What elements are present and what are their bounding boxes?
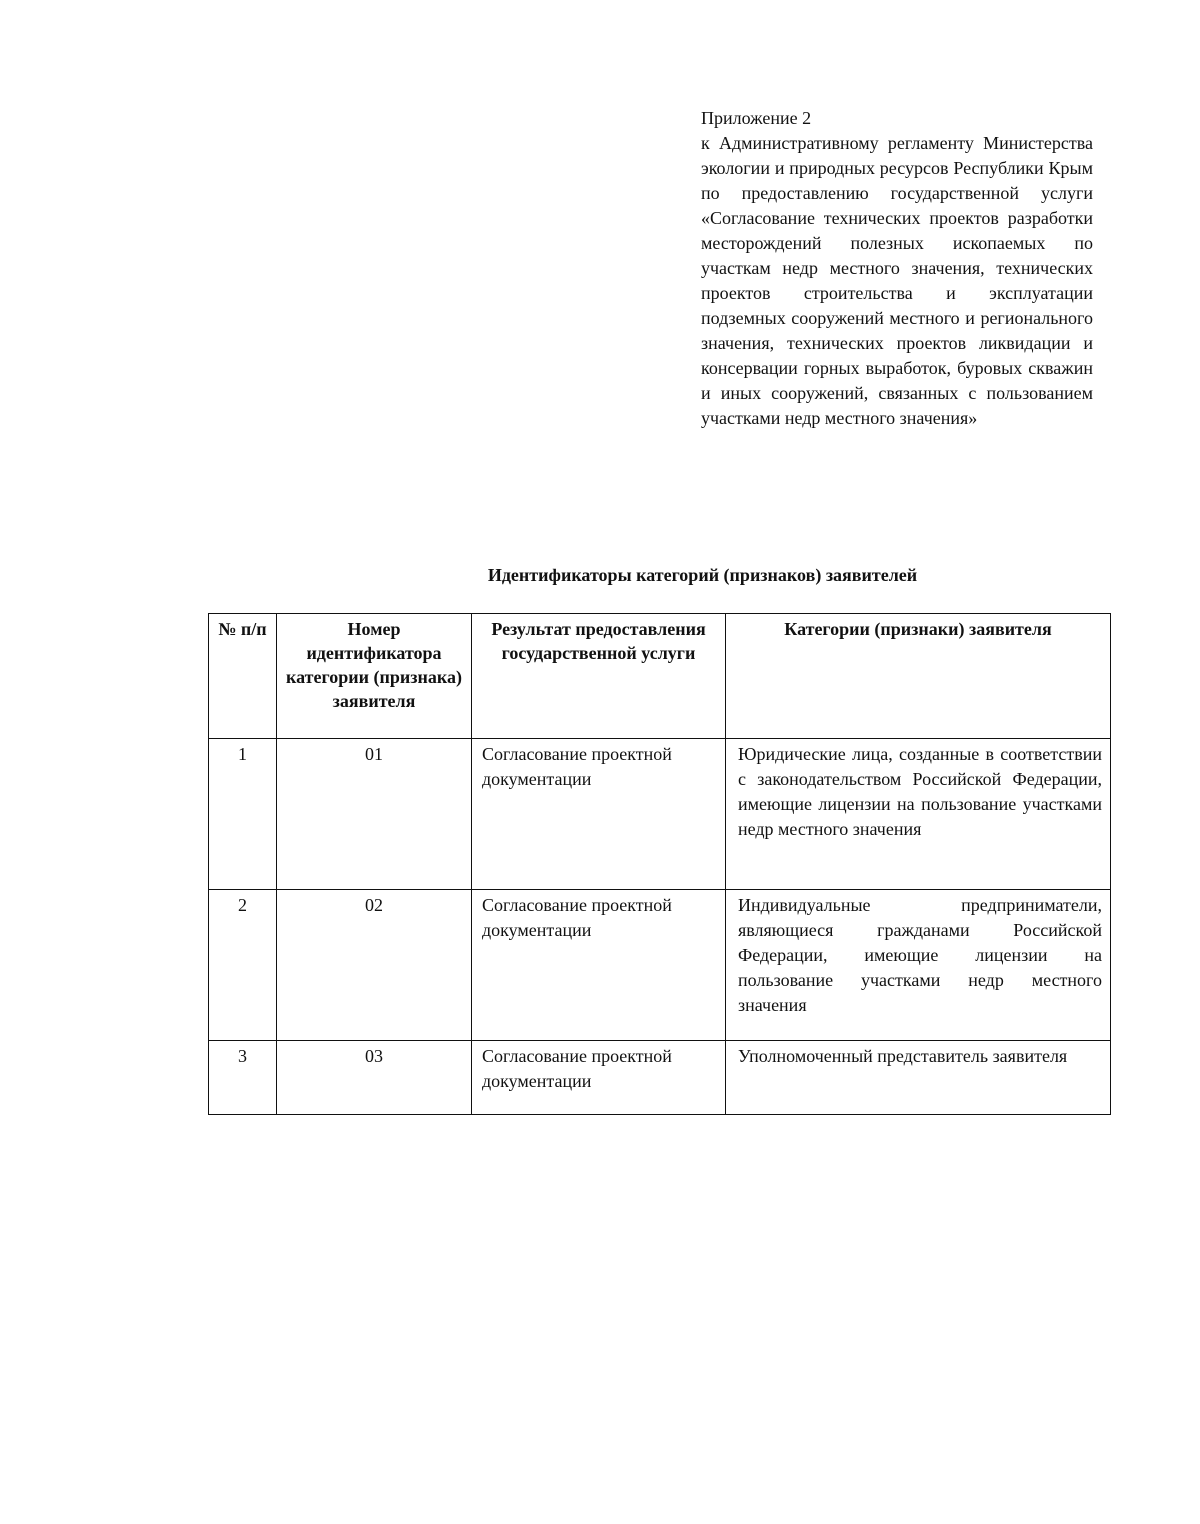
appendix-block	[701, 106, 1093, 431]
row-result: Согласование проектной документации	[472, 739, 726, 890]
table-row	[209, 890, 1111, 1041]
header-result: Результат предоставления государственной услуги	[472, 614, 726, 739]
row-identifier: 01	[277, 739, 472, 890]
row-category: Индивидуальные предприниматели, являющиеся гражданами Российской Федерации, имеющие лицензии на пользование участками недр местного значения	[726, 890, 1111, 1041]
table-header-row	[209, 614, 1111, 739]
row-category: Юридические лица, созданные в соответствии с законодательством Российской Федерации, имеющие лицензии на пользование участками недр местного значения	[726, 739, 1111, 890]
row-number: 1	[209, 739, 277, 890]
header-category: Категории (признаки) заявителя	[726, 614, 1111, 739]
applicant-categories-table	[208, 613, 1111, 1115]
row-number: 3	[209, 1041, 277, 1115]
appendix-heading: Приложение 2	[701, 108, 812, 128]
table-row	[209, 739, 1111, 890]
header-identifier: Номер идентификатора категории (признака) заявителя	[277, 614, 472, 739]
row-result: Согласование проектной документации	[472, 1041, 726, 1115]
row-category: Уполномоченный представитель заявителя	[726, 1041, 1111, 1115]
header-number: № п/п	[209, 614, 277, 739]
table-row	[209, 1041, 1111, 1115]
row-result: Согласование проектной документации	[472, 890, 726, 1041]
row-number: 2	[209, 890, 277, 1041]
row-identifier: 03	[277, 1041, 472, 1115]
appendix-text: к Административному регламенту Министерства экологии и природных ресурсов Республики Крым по предоставлению государственной услуги «Согласование технических проектов разработки месторождений полезных ископаемых по участкам недр местного значения, технических проектов строительства и эксплуатации подземных сооружений местного и регионального значения, технических проектов ликвидации и консервации горных выработок, буровых скважин и иных сооружений, связанных с пользованием участками недр местного значения»	[701, 133, 1093, 428]
row-identifier: 02	[277, 890, 472, 1041]
document-title: Идентификаторы категорий (признаков) заявителей	[487, 565, 918, 585]
